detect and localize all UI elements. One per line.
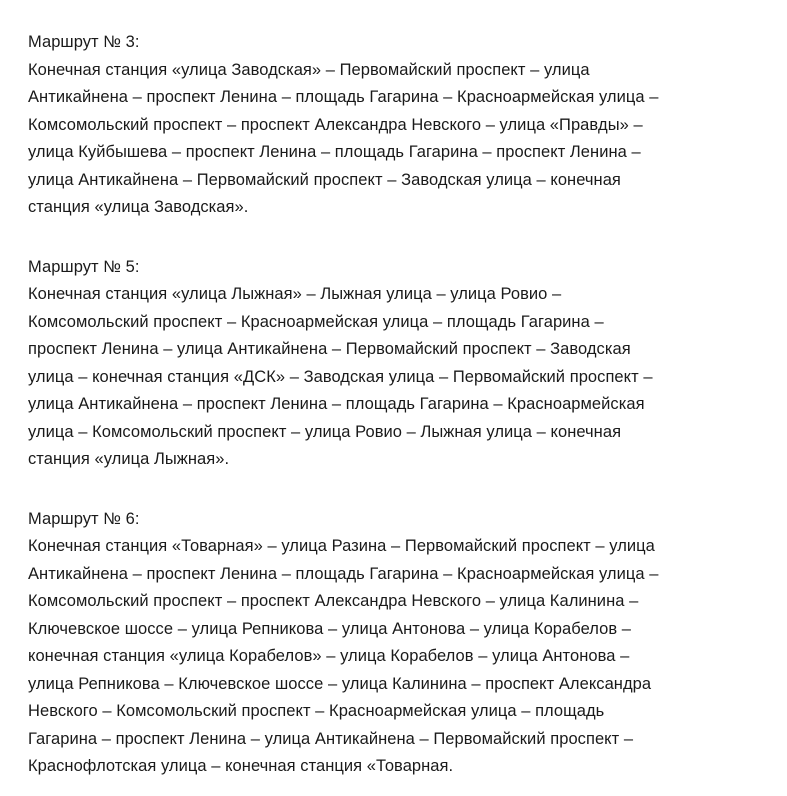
route-text-line: конечная станция «улица Корабелов» – улица Корабелов – улица Антонова – bbox=[28, 647, 630, 665]
route-text-line: станция «улица Лыжная». bbox=[28, 450, 230, 468]
route-text-line: Ключевское шоссе – улица Репникова – улица Антонова – улица Корабелов – bbox=[28, 619, 632, 638]
route-text-line: Комсомольский проспект – Красноармейская улица – площадь Гагарина – bbox=[28, 312, 604, 331]
route-text-line: Конечная станция «Товарная» – улица Разина – Первомайский проспект – улица bbox=[28, 537, 655, 555]
route-text-line: Невского – Комсомольский проспект – Красноармейская улица – площадь bbox=[28, 702, 605, 720]
route-text-line: Конечная станция «улица Заводская» – Первомайский проспект – улица bbox=[28, 60, 590, 79]
route-text-line: улица – конечная станция «ДСК» – Заводская улица – Первомайский проспект – bbox=[28, 367, 653, 386]
route-text-line: улица Куйбышева – проспект Ленина – площадь Гагарина – проспект Ленина – bbox=[28, 143, 641, 161]
route-text-line: улица – Комсомольский проспект – улица Ровио – Лыжная улица – конечная bbox=[28, 422, 622, 441]
route-text-line: Комсомольский проспект – проспект Александра Невского – улица Калинина – bbox=[28, 592, 639, 610]
route-text-line: Краснофлотская улица – конечная станция «Товарная. bbox=[28, 757, 454, 775]
route-title: Маршрут № 5: bbox=[28, 257, 140, 276]
route-6 bbox=[28, 506, 763, 781]
route-text-line: Антикайнена – проспект Ленина – площадь Гагарина – Красноармейская улица – bbox=[28, 564, 659, 583]
route-text-line: Конечная станция «улица Лыжная» – Лыжная улица – улица Ровио – bbox=[28, 285, 562, 303]
route-text-line: улица Репникова – Ключевское шоссе – улица Калинина – проспект Александра bbox=[28, 674, 652, 693]
route-text-line: Гагарина – проспект Ленина – улица Антикайнена – Первомайский проспект – bbox=[28, 729, 634, 748]
route-text-line: Комсомольский проспект – проспект Александра Невского – улица «Правды» – bbox=[28, 115, 643, 134]
route-text-line: Антикайнена – проспект Ленина – площадь Гагарина – Красноармейская улица – bbox=[28, 88, 659, 106]
route-5 bbox=[28, 254, 763, 474]
route-text-line: станция «улица Заводская». bbox=[28, 198, 249, 216]
route-title: Маршрут № 3: bbox=[28, 33, 140, 51]
route-title: Маршрут № 6: bbox=[28, 509, 140, 528]
route-text-line: улица Антикайнена – Первомайский проспект – Заводская улица – конечная bbox=[28, 170, 621, 189]
route-text-line: улица Антикайнена – проспект Ленина – площадь Гагарина – Красноармейская bbox=[28, 395, 645, 413]
route-text-line: проспект Ленина – улица Антикайнена – Первомайский проспект – Заводская bbox=[28, 340, 631, 358]
route-3 bbox=[28, 29, 763, 222]
